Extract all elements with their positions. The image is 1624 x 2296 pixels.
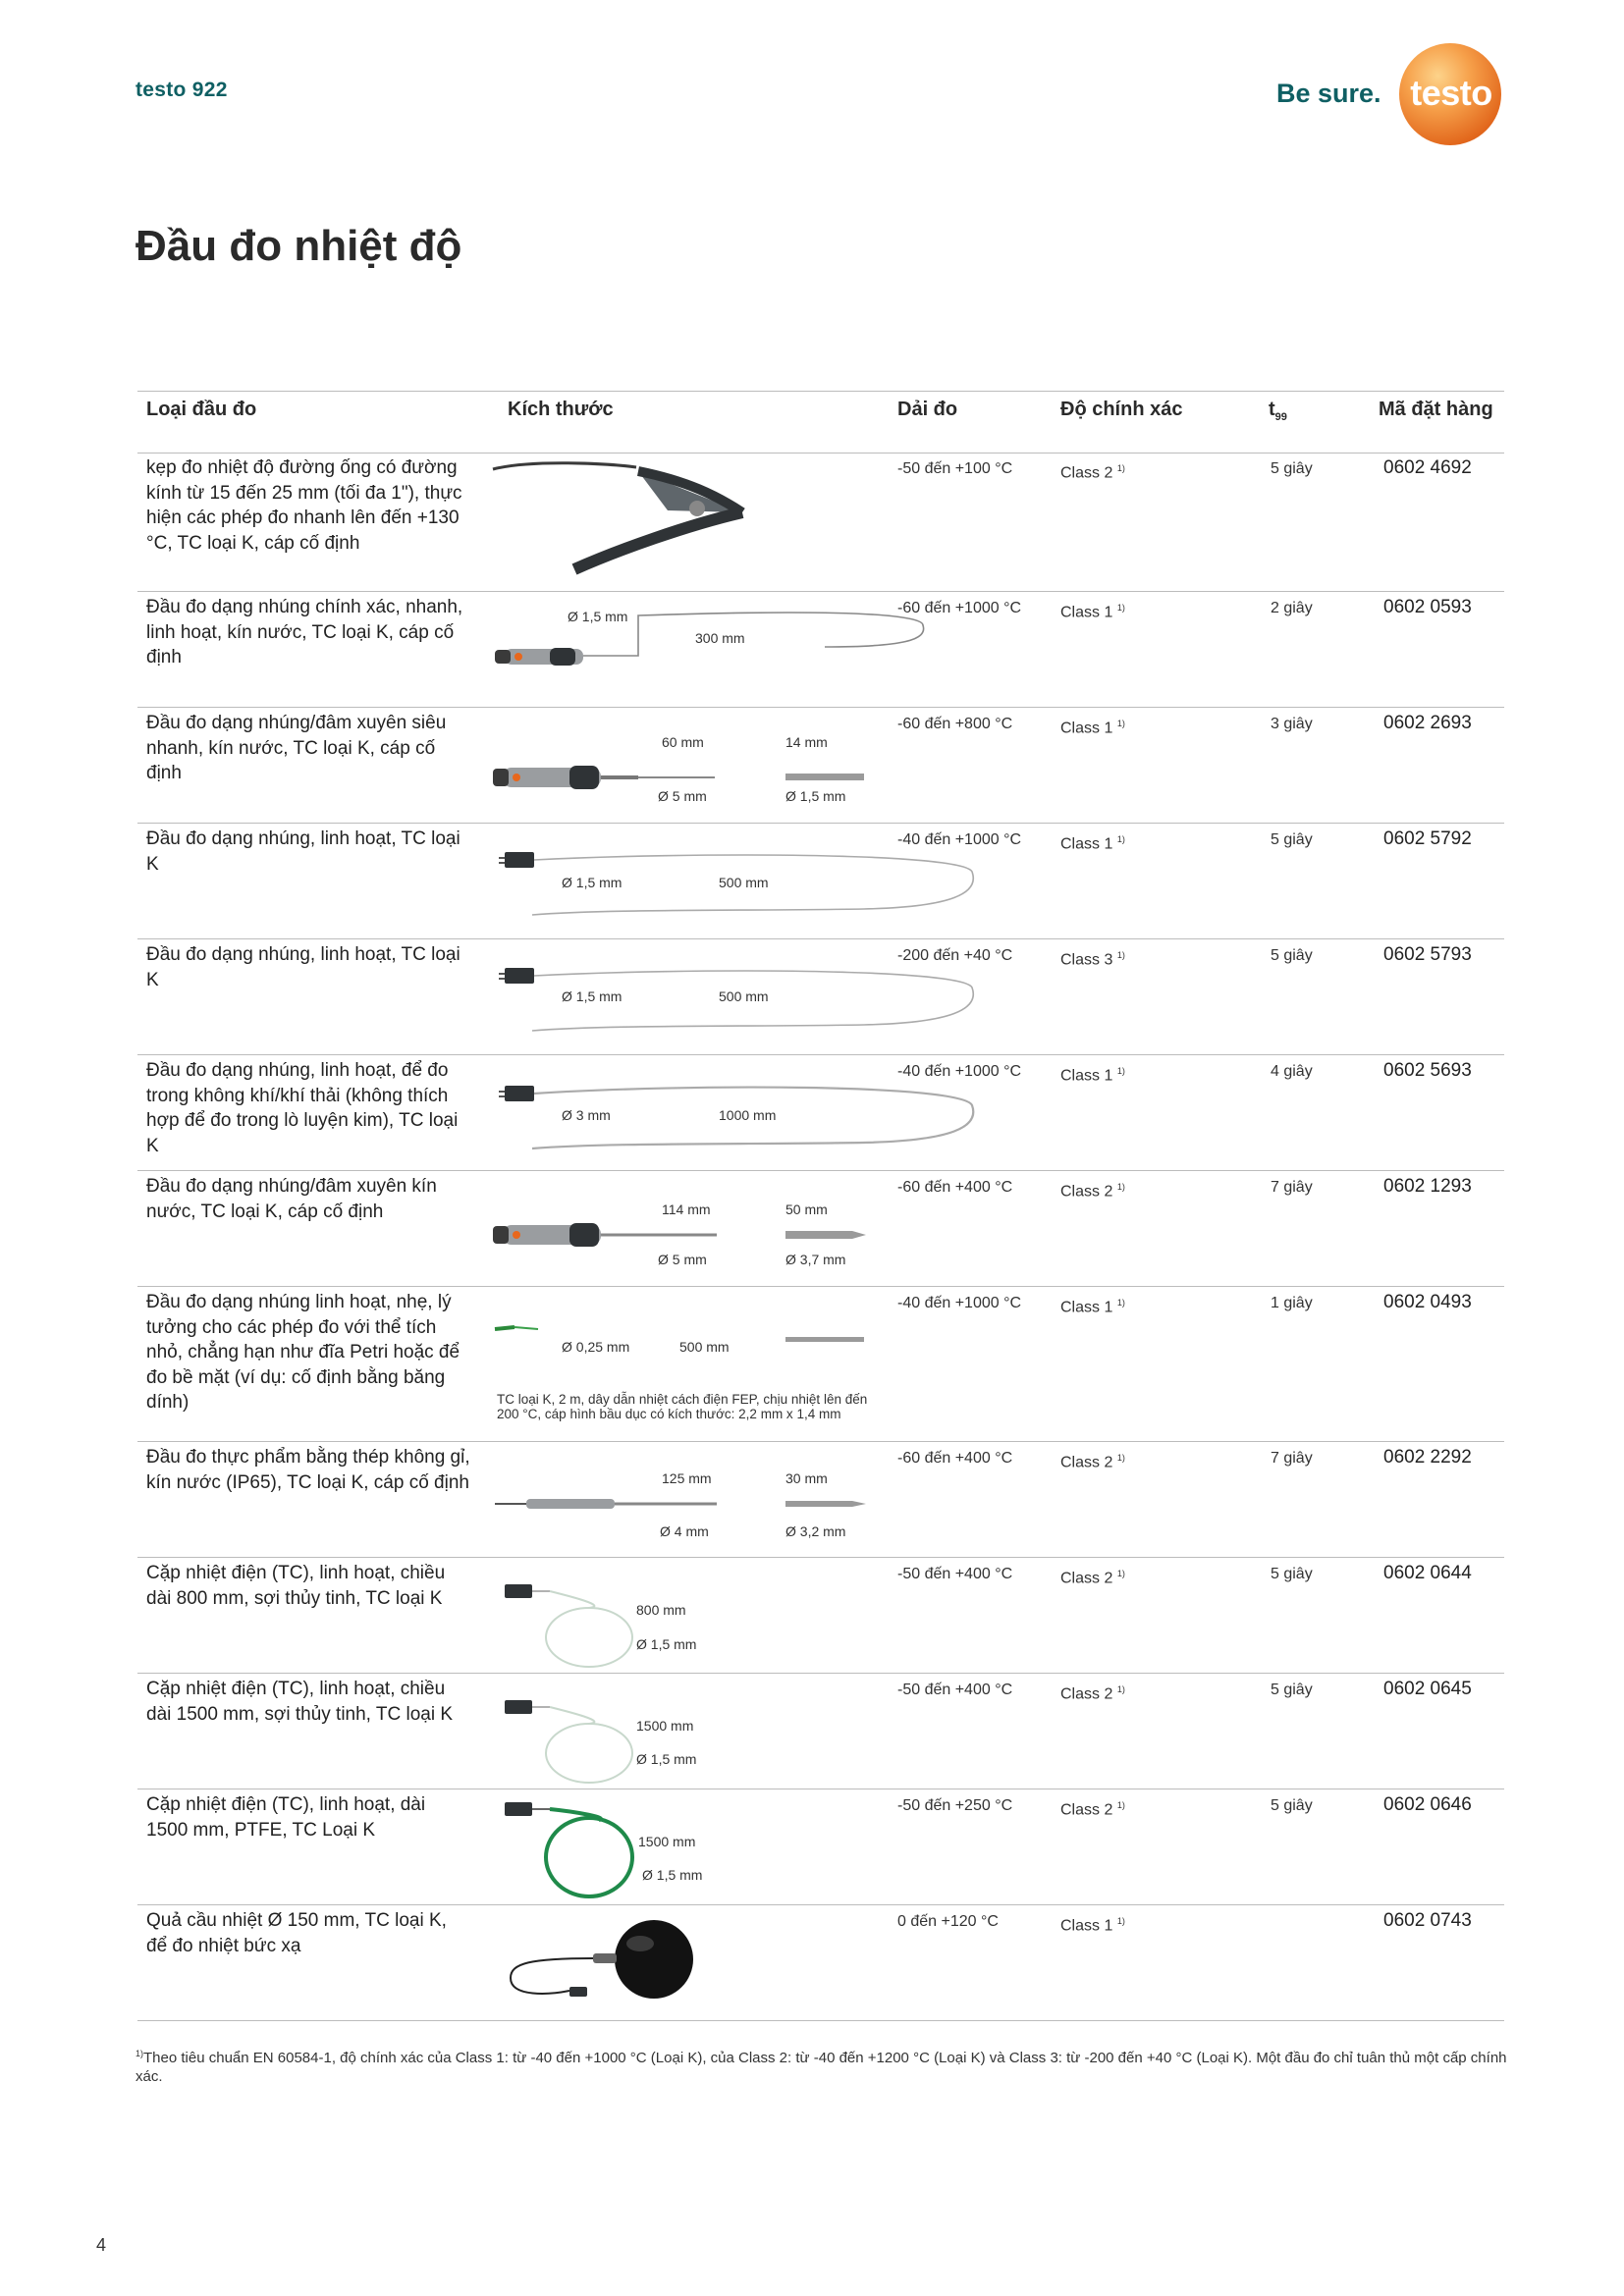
col-header-type: Loại đầu đo <box>146 399 257 420</box>
order-number: 0602 5693 <box>1383 1060 1472 1081</box>
dimension-label: 300 mm <box>695 630 745 646</box>
t99-sub: 99 <box>1274 411 1287 423</box>
probe-type: Đầu đo dạng nhúng chính xác, nhanh, linh hoạt, kín nước, TC loại K, cáp cố định <box>146 597 463 667</box>
probe-type: Đầu đo dạng nhúng linh hoạt, nhẹ, lý tưởng cho các phép đo với thể tích nhỏ, chẳng hạn như đĩa Petri hoặc để đo bề mặt (ví dụ: cố định bằng băng dính) <box>146 1292 460 1413</box>
order-number: 0602 0645 <box>1383 1679 1472 1699</box>
order-number: 0602 1293 <box>1383 1176 1472 1197</box>
probe-type: Cặp nhiệt điện (TC), linh hoạt, chiều dài 800 mm, sợi thủy tinh, TC loại K <box>146 1563 446 1609</box>
accuracy-footnote-ref: 1) <box>1116 1916 1125 1926</box>
t99-main: t <box>1269 399 1275 420</box>
range: -40 đến +1000 °C <box>897 831 1022 848</box>
col-header-range: Dải đo <box>897 399 958 420</box>
accuracy-footnote-ref: 1) <box>1116 603 1125 613</box>
dimension-label: Ø 5 mm <box>658 1252 707 1267</box>
accuracy-class: Class 1 <box>1060 604 1113 621</box>
accuracy-class: Class 1 <box>1060 835 1113 853</box>
accuracy <box>1060 1059 1125 1089</box>
accuracy-class: Class 1 <box>1060 1067 1113 1085</box>
dimension-label: Ø 1,5 mm <box>642 1867 703 1883</box>
order-number: 0602 0593 <box>1383 597 1472 617</box>
order-number: 0602 0743 <box>1383 1910 1472 1931</box>
product-name: testo 922 <box>135 79 228 101</box>
probe-type: Đầu đo dạng nhúng, linh hoạt, TC loại K <box>146 944 460 990</box>
dimension-label: 500 mm <box>679 1339 730 1355</box>
accuracy-class: Class 1 <box>1060 720 1113 737</box>
accuracy-footnote-ref: 1) <box>1116 1453 1125 1463</box>
t99: 4 giây <box>1271 1063 1313 1080</box>
table-row <box>137 1904 1504 2021</box>
col-header-size: Kích thước <box>508 399 614 420</box>
accuracy-footnote-ref: 1) <box>1116 950 1125 960</box>
accuracy <box>1060 1175 1125 1204</box>
dimension-label: 125 mm <box>662 1470 712 1486</box>
t99: 3 giây <box>1271 716 1313 732</box>
t99: 2 giây <box>1271 600 1313 616</box>
table-row <box>137 1557 1504 1674</box>
table-row <box>137 1054 1504 1171</box>
dimension-label: Ø 0,25 mm <box>562 1339 630 1355</box>
dimension-label: Ø 1,5 mm <box>562 875 623 890</box>
dimension-label: 50 mm <box>785 1201 828 1217</box>
range: -200 đến +40 °C <box>897 947 1013 964</box>
range: -50 đến +100 °C <box>897 460 1013 477</box>
accuracy <box>1060 596 1125 625</box>
accuracy <box>1060 1909 1125 1939</box>
accuracy-class: Class 2 <box>1060 1685 1113 1703</box>
order-number: 0602 0493 <box>1383 1292 1472 1312</box>
t99: 1 giây <box>1271 1295 1313 1311</box>
col-header-order: Mã đặt hàng <box>1379 399 1493 420</box>
dimension-label: Ø 1,5 mm <box>636 1636 697 1652</box>
accuracy-footnote-ref: 1) <box>1116 834 1125 844</box>
accuracy-footnote-ref: 1) <box>1116 719 1125 728</box>
probe-type: kẹp đo nhiệt độ đường ống có đường kính từ 15 đến 25 mm (tối đa 1"), thực hiện các phép đo nhanh lên đến +130 °C, TC loại K, cáp cố định <box>146 457 462 554</box>
table-row <box>137 591 1504 708</box>
range: -60 đến +400 °C <box>897 1450 1013 1467</box>
footnote <box>135 2045 1510 2086</box>
table-header <box>137 391 1504 454</box>
table-row <box>137 823 1504 939</box>
table-row <box>137 1789 1504 1905</box>
accuracy-class: Class 1 <box>1060 1917 1113 1935</box>
accuracy <box>1060 1562 1125 1591</box>
t99: 5 giây <box>1271 831 1313 848</box>
probe-type: Đầu đo thực phẩm bằng thép không gỉ, kín nước (IP65), TC loại K, cáp cố định <box>146 1447 470 1493</box>
table-row <box>137 1441 1504 1558</box>
dimension-label: 1500 mm <box>638 1834 696 1849</box>
t99: 5 giây <box>1271 947 1313 964</box>
accuracy <box>1060 1793 1125 1823</box>
dimension-label: Ø 3,2 mm <box>785 1523 846 1539</box>
table-row <box>137 1170 1504 1287</box>
dimension-label: 114 mm <box>662 1201 711 1217</box>
dimension-label: 30 mm <box>785 1470 828 1486</box>
page-title: Đầu đo nhiệt độ <box>135 222 462 270</box>
range: -40 đến +1000 °C <box>897 1295 1022 1311</box>
accuracy-footnote-ref: 1) <box>1116 1569 1125 1578</box>
t99: 5 giây <box>1271 460 1313 477</box>
dimension-label: Ø 1,5 mm <box>636 1751 697 1767</box>
order-number: 0602 2693 <box>1383 713 1472 733</box>
dimension-label: Ø 3 mm <box>562 1107 611 1123</box>
col-header-t99 <box>1269 399 1287 423</box>
accuracy-footnote-ref: 1) <box>1116 1182 1125 1192</box>
dimension-label: Ø 1,5 mm <box>562 988 623 1004</box>
dimension-label: 1500 mm <box>636 1718 694 1734</box>
t99: 7 giây <box>1271 1179 1313 1196</box>
dimension-label: 500 mm <box>719 988 769 1004</box>
accuracy <box>1060 943 1125 973</box>
t99: 7 giây <box>1271 1450 1313 1467</box>
t99: 5 giây <box>1271 1682 1313 1698</box>
range: -60 đến +800 °C <box>897 716 1013 732</box>
order-number: 0602 5792 <box>1383 828 1472 849</box>
slogan: Be sure. <box>1276 79 1381 108</box>
footnote-mark: 1) <box>135 2049 144 2058</box>
table-row <box>137 938 1504 1055</box>
dimension-label: 1000 mm <box>719 1107 777 1123</box>
range: -40 đến +1000 °C <box>897 1063 1022 1080</box>
table-row <box>137 707 1504 824</box>
accuracy-footnote-ref: 1) <box>1116 1800 1125 1810</box>
probe-note: TC loại K, 2 m, dây dẫn nhiệt cách điện FEP, chịu nhiệt lên đến 200 °C, cáp hình bầu dục có kích thước: 2,2 mm x 1,4 mm <box>497 1392 868 1421</box>
dimension-label: 60 mm <box>662 734 704 750</box>
accuracy <box>1060 828 1125 857</box>
accuracy-footnote-ref: 1) <box>1116 1066 1125 1076</box>
range: -50 đến +400 °C <box>897 1566 1013 1582</box>
table-row <box>137 1286 1504 1442</box>
accuracy-footnote-ref: 1) <box>1116 1298 1125 1308</box>
order-number: 0602 0644 <box>1383 1563 1472 1583</box>
t99: 5 giây <box>1271 1566 1313 1582</box>
dimension-label: 500 mm <box>719 875 769 890</box>
range: -60 đến +1000 °C <box>897 600 1022 616</box>
dimension-label: Ø 5 mm <box>658 788 707 804</box>
accuracy-class: Class 1 <box>1060 1299 1113 1316</box>
probe-type: Đầu đo dạng nhúng, linh hoạt, để đo trong không khí/khí thải (không thích hợp để đo trong lò luyện kim), TC loại K <box>146 1060 459 1156</box>
dimension-label: Ø 1,5 mm <box>785 788 846 804</box>
footnote-text: Theo tiêu chuẩn EN 60584-1, độ chính xác của Class 1: từ -40 đến +1000 °C (Loại K), của Class 2: từ -40 đến +1200 °C (Loại K) và Class 3: từ -200 đến +40 °C (Loại K). Một đầu đo chỉ tuân thủ một cấp chính xác. <box>135 2050 1507 2085</box>
dimension-label: Ø 1,5 mm <box>568 609 628 624</box>
range: -60 đến +400 °C <box>897 1179 1013 1196</box>
table-row <box>137 1673 1504 1789</box>
accuracy-class: Class 3 <box>1060 951 1113 969</box>
accuracy-class: Class 2 <box>1060 1570 1113 1587</box>
order-number: 0602 0646 <box>1383 1794 1472 1815</box>
order-number: 0602 4692 <box>1383 457 1472 478</box>
page-number: 4 <box>96 2235 107 2255</box>
probe-type: Đầu đo dạng nhúng, linh hoạt, TC loại K <box>146 828 460 875</box>
dimension-label: Ø 3,7 mm <box>785 1252 846 1267</box>
accuracy-footnote-ref: 1) <box>1116 463 1125 473</box>
probe-type: Cặp nhiệt điện (TC), linh hoạt, chiều dài 1500 mm, sợi thủy tinh, TC loại K <box>146 1679 454 1725</box>
range: 0 đến +120 °C <box>897 1913 999 1930</box>
t99: 5 giây <box>1271 1797 1313 1814</box>
range: -50 đến +250 °C <box>897 1797 1013 1814</box>
table-row <box>137 452 1504 592</box>
order-number: 0602 5793 <box>1383 944 1472 965</box>
accuracy <box>1060 1678 1125 1707</box>
probe-type: Quả cầu nhiệt Ø 150 mm, TC loại K, để đo nhiệt bức xạ <box>146 1910 447 1956</box>
accuracy-footnote-ref: 1) <box>1116 1684 1125 1694</box>
range: -50 đến +400 °C <box>897 1682 1013 1698</box>
testo-logo <box>1276 43 1512 151</box>
accuracy-class: Class 2 <box>1060 1454 1113 1471</box>
accuracy-class: Class 2 <box>1060 1183 1113 1201</box>
dimension-label: Ø 4 mm <box>660 1523 709 1539</box>
col-header-accuracy: Độ chính xác <box>1060 399 1183 420</box>
dimension-label: 14 mm <box>785 734 828 750</box>
probe-type: Đầu đo dạng nhúng/đâm xuyên siêu nhanh, kín nước, TC loại K, cáp cố định <box>146 713 447 783</box>
probe-type: Cặp nhiệt điện (TC), linh hoạt, dài 1500 mm, PTFE, TC Loại K <box>146 1794 426 1841</box>
accuracy <box>1060 712 1125 741</box>
logo-text: testo <box>1410 73 1492 113</box>
dimension-label: 800 mm <box>636 1602 686 1618</box>
accuracy-class: Class 2 <box>1060 1801 1113 1819</box>
accuracy-class: Class 2 <box>1060 464 1113 482</box>
accuracy <box>1060 1446 1125 1475</box>
accuracy <box>1060 456 1125 486</box>
order-number: 0602 2292 <box>1383 1447 1472 1468</box>
accuracy <box>1060 1291 1125 1320</box>
probe-type: Đầu đo dạng nhúng/đâm xuyên kín nước, TC loại K, cáp cố định <box>146 1176 437 1222</box>
